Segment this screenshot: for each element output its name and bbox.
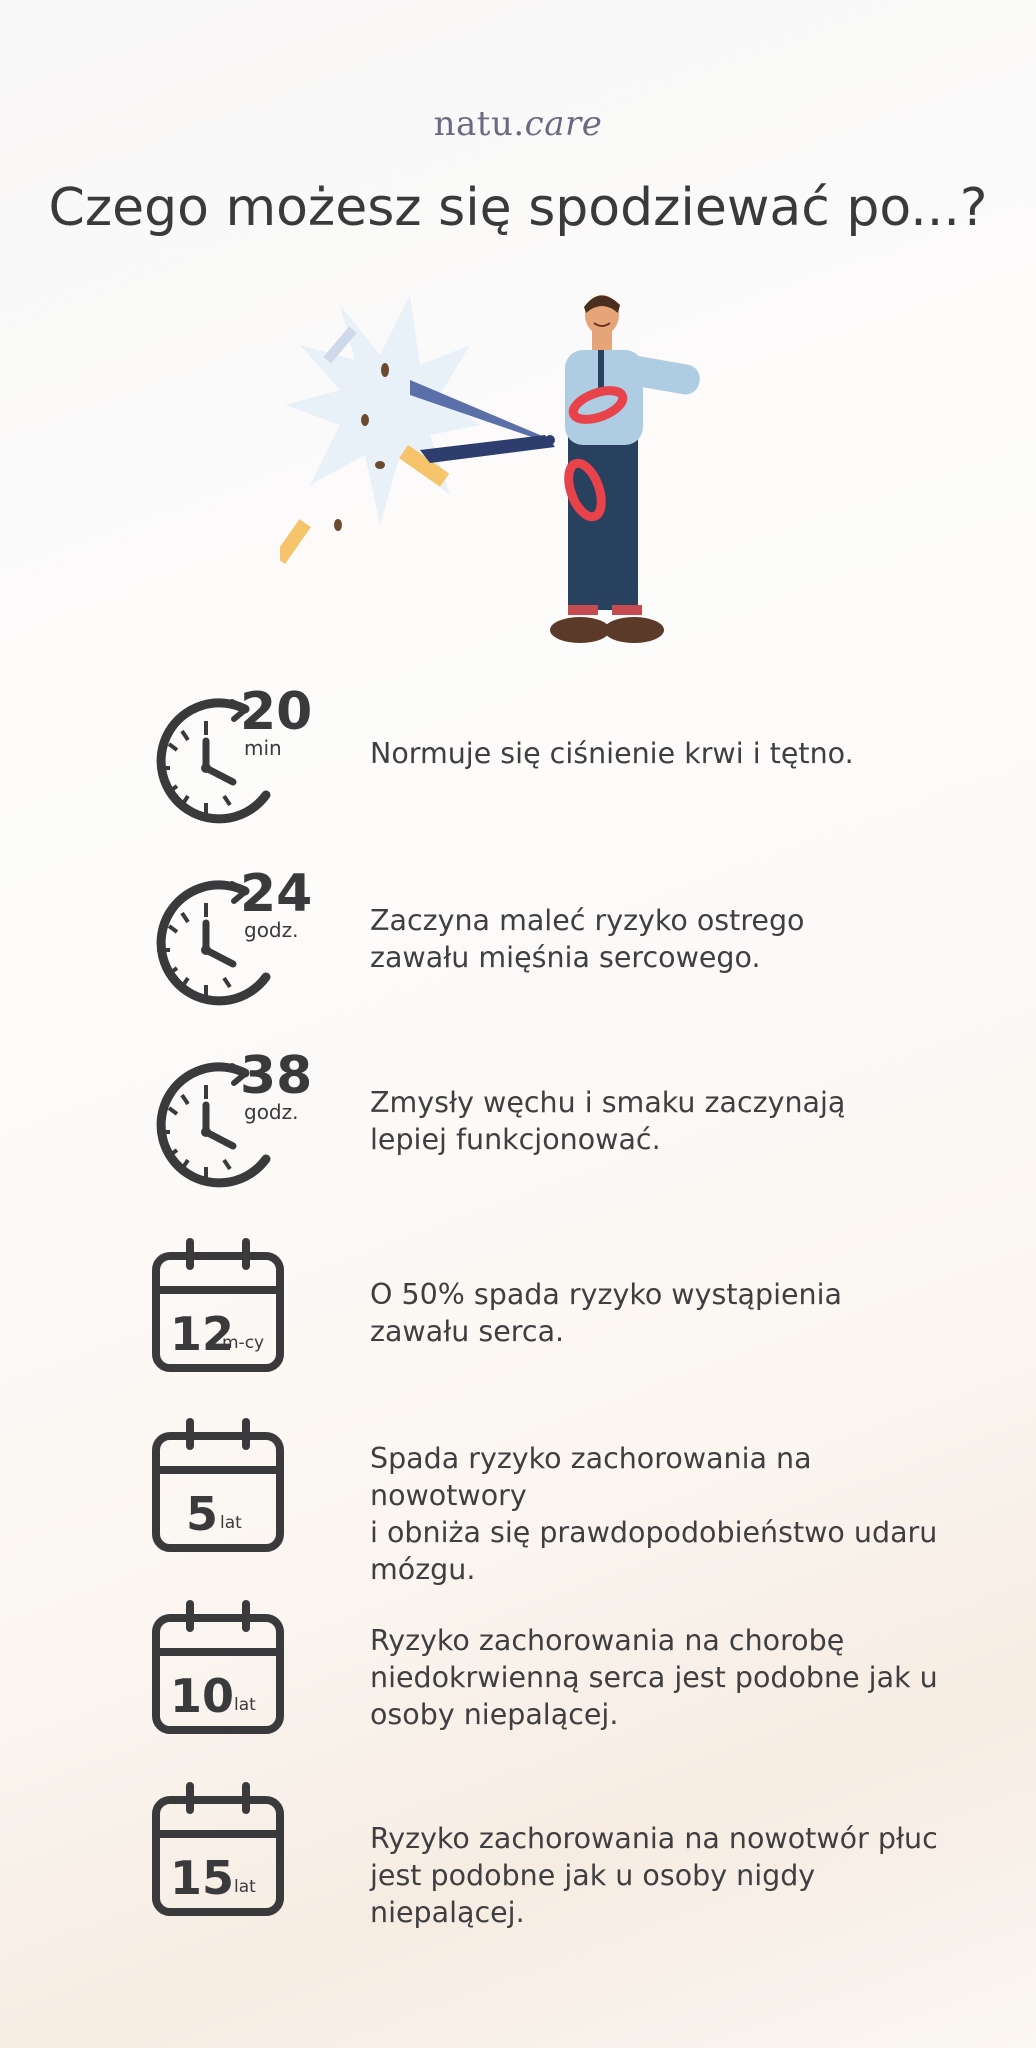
- period-unit: m-cy: [222, 1333, 265, 1353]
- period-unit: lat: [234, 1877, 256, 1897]
- item-text: Ryzyko zachorowania na nowotwór płuc jest podobne jak u osoby nigdy niepalącej.: [370, 1822, 938, 1929]
- stopwatch-icon: [140, 685, 320, 825]
- period-number: 12: [170, 1307, 235, 1361]
- item-text: Zaczyna maleć ryzyko ostrego zawału mięśnia sercowego.: [370, 904, 805, 974]
- item-text: Spada ryzyko zachorowania na nowotwory i obniża się prawdopodobieństwo udaru mózgu.: [370, 1442, 938, 1586]
- period-number: 15: [170, 1851, 235, 1905]
- calendar-icon: [140, 1238, 320, 1378]
- time-unit: min: [244, 736, 282, 760]
- man-cutting-cigarette-illustration: [280, 285, 720, 645]
- brand-logo: [0, 104, 1036, 144]
- burst-shape: [285, 295, 480, 525]
- stopwatch-icon: [140, 867, 320, 1007]
- time-number: 20: [240, 685, 313, 742]
- calendar-icon: [140, 1600, 320, 1740]
- time-unit: godz.: [244, 1100, 299, 1124]
- stopwatch-icon: [140, 1049, 320, 1189]
- item-text: Zmysły węchu i smaku zaczynają lepiej funkcjonować.: [370, 1086, 846, 1156]
- page-title: Czego możesz się spodziewać po...?: [48, 178, 988, 238]
- period-number: 10: [170, 1669, 235, 1723]
- item-text: Ryzyko zachorowania na chorobę niedokrwienną serca jest podobne jak u osoby niepalącej.: [370, 1624, 938, 1731]
- calendar-icon: [140, 1418, 320, 1558]
- period-number: 5: [186, 1487, 219, 1541]
- item-text: Normuje się ciśnienie krwi i tętno.: [370, 737, 854, 770]
- item-text: O 50% spada ryzyko wystąpienia zawału serca.: [370, 1278, 842, 1348]
- brand-name: natu.: [433, 104, 525, 144]
- time-number: 24: [240, 867, 313, 924]
- time-number: 38: [240, 1049, 313, 1106]
- period-unit: lat: [220, 1513, 242, 1533]
- period-unit: lat: [234, 1695, 256, 1715]
- calendar-icon: [140, 1782, 320, 1922]
- brand-suffix: care: [524, 104, 603, 144]
- time-unit: godz.: [244, 918, 299, 942]
